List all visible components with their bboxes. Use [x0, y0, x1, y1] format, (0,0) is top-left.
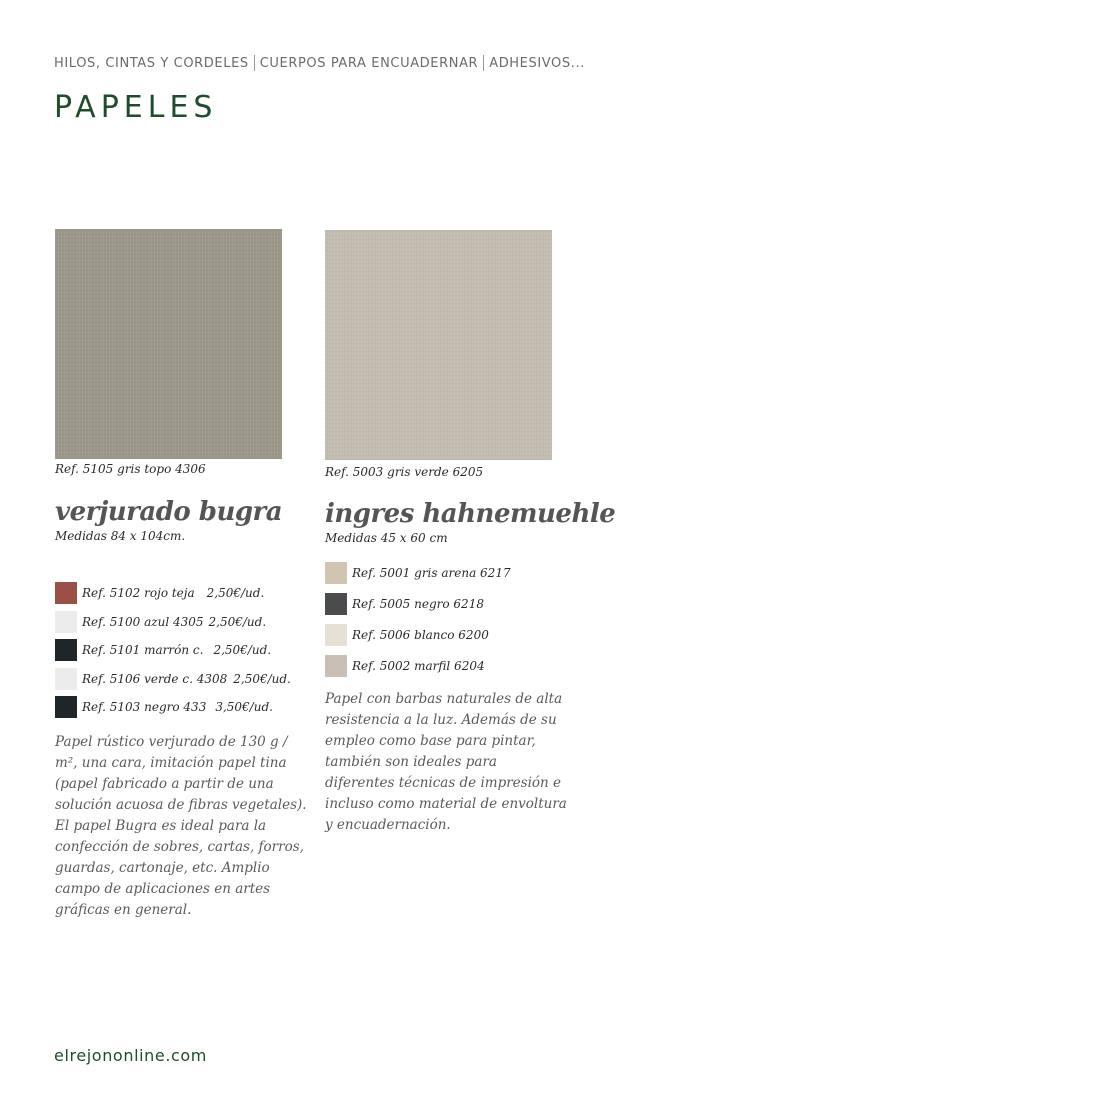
variant-label: Ref. 5005 negro 6218	[352, 597, 484, 611]
breadcrumb-item-hilos[interactable]: HILOS, CINTAS Y CORDELES	[54, 55, 249, 71]
variant-list	[55, 582, 315, 718]
main-swatch	[55, 229, 282, 459]
product-measures: Medidas 45 x 60 cm	[325, 531, 448, 545]
variant-label: Ref. 5001 gris arena 6217	[352, 566, 511, 580]
color-chip	[55, 696, 77, 718]
variant-price: 2,50€/ud.	[208, 614, 267, 629]
variant-label: Ref. 5100 azul 4305	[82, 614, 204, 629]
color-chip	[55, 582, 77, 604]
variant-item	[325, 562, 585, 584]
variant-label: Ref. 5006 blanco 6200	[352, 628, 489, 642]
variant-price: 3,50€/ud.	[215, 700, 273, 714]
color-chip	[55, 668, 77, 690]
variant-item	[325, 624, 585, 646]
variant-label: Ref. 5102 rojo teja	[82, 586, 195, 600]
product-verjurado-bugra	[55, 229, 315, 935]
product-measures: Medidas 84 x 104cm.	[55, 529, 186, 543]
main-ref-caption: Ref. 5003 gris verde 6205	[325, 465, 484, 479]
product-name: ingres hahnemuehle	[325, 499, 616, 529]
variant-price: 2,50€/ud.	[206, 586, 265, 600]
color-chip	[55, 611, 77, 633]
variant-label: Ref. 5106 verde c. 4308	[82, 671, 228, 686]
breadcrumb-item-adhesivos[interactable]: ADHESIVOS...	[489, 55, 585, 71]
color-chip	[325, 655, 347, 677]
footer-website-link[interactable]: elrejononline.com	[54, 1046, 207, 1065]
page-title: PAPELES	[54, 90, 218, 125]
variant-price: 2,50€/ud.	[213, 643, 272, 657]
variant-label: Ref. 5002 marfil 6204	[352, 659, 485, 673]
product-description: Papel con barbas naturales de alta resistencia a la luz. Además de su empleo como base para pintar, también son ideales para diferentes técnicas de impresión e incluso como material de envoltura y encuadernación.	[325, 691, 567, 833]
variant-item	[55, 696, 315, 718]
breadcrumb	[54, 55, 590, 71]
color-chip	[55, 639, 77, 661]
variant-item	[55, 639, 315, 661]
variant-item	[55, 668, 315, 690]
variant-label: Ref. 5103 negro 433	[82, 700, 207, 714]
color-chip	[325, 624, 347, 646]
variant-list	[325, 562, 585, 677]
color-chip	[325, 593, 347, 615]
breadcrumb-item-cuerpos[interactable]: CUERPOS PARA ENCUADERNAR	[259, 55, 479, 71]
variant-item	[325, 593, 585, 615]
variant-item	[325, 655, 585, 677]
variant-item	[55, 611, 315, 633]
variant-label: Ref. 5101 marrón c.	[82, 643, 204, 657]
main-ref-caption: Ref. 5105 gris topo 4306	[55, 462, 206, 476]
color-chip	[325, 562, 347, 584]
variant-price: 2,50€/ud.	[233, 671, 291, 686]
product-name: verjurado bugra	[55, 497, 283, 527]
main-swatch	[325, 230, 552, 460]
variant-item	[55, 582, 315, 604]
product-ingres-hahnemuehle	[325, 230, 616, 850]
product-description: Papel rústico verjurado de 130 g / m², una cara, imitación papel tina (papel fabricado a partir de una solución acuosa de fibras vegetales). El papel Bugra es ideal para la confección de sobres, cartas, forros, guardas, cartonaje, etc. Amplio campo de aplicaciones en artes gráficas en general.	[55, 734, 307, 918]
